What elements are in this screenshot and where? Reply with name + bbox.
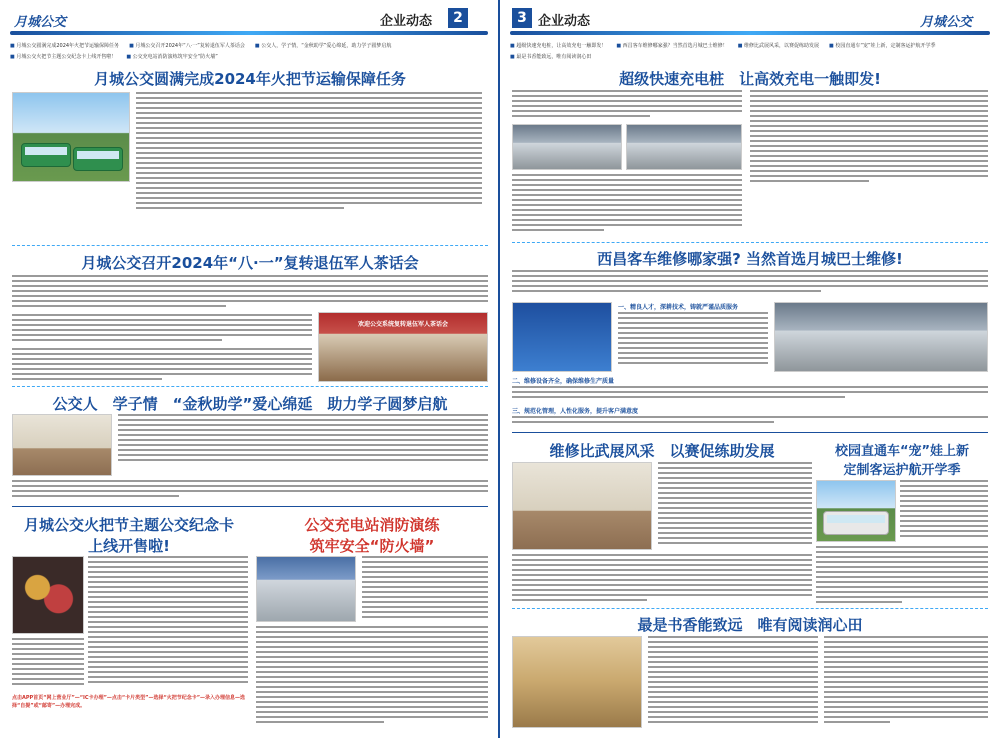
repair-subsection-1: 一、精良人才，深耕技术，铸就严谨品质服务 (618, 304, 739, 311)
brand-logo: 月城公交 (920, 15, 973, 30)
card-article-body-2 (12, 638, 84, 688)
fire-article-body-2 (256, 626, 488, 730)
toc-item[interactable]: ■ 校园直通车“宠”娃上新，定制客运护航开学季 (829, 42, 936, 52)
repair-subsection-3: 三、规范化管理，人性化服务，提升客户满意度 (512, 408, 639, 415)
campus-bus-photo (816, 480, 896, 542)
right-header (500, 0, 1000, 40)
campus-body-2 (816, 546, 988, 604)
brand-logo: 月城公交 (14, 15, 67, 30)
scholarship-body (118, 414, 488, 462)
header-wave-bar (510, 31, 990, 35)
torch-article-body (136, 92, 482, 240)
scholarship-photo (12, 414, 112, 476)
card-purchase-instructions: 点击APP首页“网上营业厅”—“IC卡办理”—点击“卡片类型”—选择“火把节纪念卡”—录入办理信息—选择“自提”或“邮寄”—办理完成。 (12, 695, 246, 709)
veterans-intro (12, 275, 488, 311)
repair-article-title: 西昌客车维修哪家强? 当然首选月城巴士维修! (597, 250, 903, 268)
repair-body-2 (512, 386, 988, 404)
bus-fleet-photo (12, 92, 130, 182)
repair-subsection-2: 二、维修设备齐全，确保维修生产质量 (512, 378, 615, 385)
header-wave-bar (10, 31, 488, 35)
section-title: 企业动态 (380, 14, 433, 29)
souvenir-card-photo (12, 556, 84, 634)
fire-article-title (256, 514, 488, 556)
page-number: 2 (448, 8, 468, 28)
repair-body-1 (618, 312, 768, 372)
charger-body (512, 90, 742, 120)
fire-drill-photo (256, 556, 356, 622)
photo-banner: 欢迎公交系统复转退伍军人茶话会 (357, 321, 448, 328)
charger-body-3 (750, 90, 988, 238)
repair-body-3 (512, 416, 988, 428)
left-toc (10, 42, 488, 62)
card-article-body (88, 556, 248, 688)
toc-item[interactable]: ■ 月城公交圆满完成2024年火把节运输保障任务 (10, 42, 119, 52)
right-toc (510, 42, 990, 62)
contest-body (658, 462, 812, 550)
fire-article-body (362, 556, 488, 622)
toc-item[interactable]: ■ 月城公交召开2024年“八·一”复转退伍军人茶话会 (129, 42, 245, 52)
charger-article-title: 超级快速充电桩 让高效充电一触即发! (619, 70, 881, 88)
veterans-body-2 (12, 348, 312, 384)
veterans-meeting-photo (318, 312, 488, 382)
veterans-article-title: 月城公交召开2024年“八·一”复转退伍军人茶话会 (81, 254, 419, 272)
reading-body-2 (824, 636, 988, 728)
card-title-line2: 上线开售啦! (88, 537, 170, 555)
toc-item[interactable]: ■ 西昌客车维修哪家强？当然首选月城巴士维修！ (616, 42, 727, 52)
campus-title-line1: 校园直通车“宠”娃上新 (834, 444, 970, 459)
contest-photo (512, 462, 652, 550)
contest-body-2 (512, 554, 812, 604)
campus-title-line2: 定制客运护航开学季 (843, 463, 961, 478)
reading-body (648, 636, 818, 728)
page-number: 3 (512, 8, 532, 28)
card-article-title (14, 514, 244, 556)
toc-item[interactable]: ■ 最是书香能致远，唯有阅读润心田 (510, 53, 591, 63)
scholarship-body-2 (12, 480, 488, 502)
campus-body (900, 480, 988, 542)
repair-company-photo (512, 302, 612, 372)
repair-team-photo (774, 302, 988, 372)
toc-item[interactable]: ■ 超级快速充电桩，让高效充电一触即发！ (510, 42, 606, 52)
section-title: 企业动态 (538, 14, 591, 29)
reading-photo (512, 636, 642, 728)
toc-item[interactable]: ■ 维修比武展风采，以赛促练助发展 (738, 42, 819, 52)
charger-photo-1 (512, 124, 622, 170)
left-header (0, 0, 498, 40)
reading-article-title: 最是书香能致远 唯有阅读润心田 (637, 616, 863, 634)
campus-article-title (816, 440, 988, 478)
fire-title-line2: 筑牢安全“防火墙” (309, 537, 435, 555)
fire-title-line1: 公交充电站消防演练 (304, 516, 440, 534)
charger-body-2 (512, 174, 742, 238)
veterans-body (12, 314, 312, 344)
repair-intro (512, 270, 988, 300)
torch-article-title: 月城公交圆满完成2024年火把节运输保障任务 (94, 70, 406, 88)
contest-article-title: 维修比武展风采 以赛促练助发展 (549, 442, 775, 460)
charger-photo-2 (626, 124, 742, 170)
toc-item[interactable]: ■ 月城公交火把节主题公交纪念卡上线开售啦！ (10, 53, 116, 63)
card-title-line1: 月城公交火把节主题公交纪念卡 (23, 516, 234, 534)
right-page (500, 0, 1000, 738)
scholarship-article-title: 公交人 学子情 “金秋助学”爱心绵延 助力学子圆梦启航 (52, 395, 448, 413)
toc-item[interactable]: ■ 公交充电站消防演练筑牢安全“防火墙” (126, 53, 218, 63)
toc-item[interactable]: ■ 公交人，学子情，“金秋助学”爱心绵延，助力学子圆梦启航 (255, 42, 392, 52)
